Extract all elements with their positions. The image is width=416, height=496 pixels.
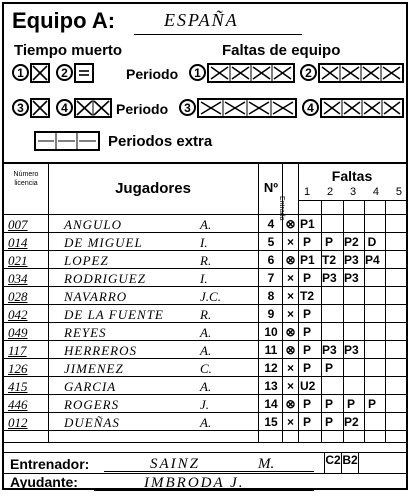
player-entry-mark: ×: [286, 271, 294, 285]
foul-number-row: [300, 186, 406, 198]
col-divider-players: [258, 162, 259, 442]
player-licence: 049: [8, 325, 28, 340]
player-foul-3: P2: [344, 415, 359, 429]
player-foul-1: T2: [300, 289, 315, 303]
player-number: 6: [267, 253, 275, 267]
player-entry-mark: ×: [286, 379, 294, 393]
timeout-box-1: [30, 63, 50, 83]
fouls-col-divider: [343, 200, 344, 442]
table-bottom-border: [4, 442, 406, 443]
player-surname: GARCIA: [64, 379, 117, 394]
player-surname: REYES: [64, 325, 107, 340]
player-licence: 415: [8, 379, 28, 394]
assistant-name: IMBRODA J.: [144, 475, 245, 491]
player-entry-mark: ×: [286, 235, 294, 249]
player-foul-4: D: [367, 235, 377, 249]
timeout-box-4: [74, 98, 112, 118]
player-number: 11: [264, 343, 278, 357]
player-initial: J.: [200, 397, 210, 412]
player-surname: ROGERS: [64, 397, 120, 412]
player-foul-1: P: [302, 415, 311, 429]
player-licence: 446: [8, 397, 28, 412]
header-licence: Número licencia: [13, 171, 39, 187]
header-entry: Entrada: [278, 196, 285, 221]
player-foul-3: P: [346, 397, 355, 411]
player-foul-2: T2: [322, 253, 337, 267]
player-foul-1: P: [302, 361, 311, 375]
player-initial: R.: [200, 307, 212, 322]
player-initial: J.C.: [200, 289, 221, 304]
player-licence: 034: [8, 271, 28, 286]
player-foul-1: P: [302, 271, 311, 285]
player-foul-4: P: [367, 397, 376, 411]
team-fouls-period-2-boxes: [318, 63, 404, 83]
player-surname: HERREROS: [64, 343, 137, 358]
team-name: ESPAÑA: [164, 10, 239, 30]
player-foul-1: P: [302, 235, 311, 249]
timeout-box-2: [74, 63, 94, 83]
player-foul-1: P: [302, 307, 311, 321]
team-fouls-period-2-marker: 2: [300, 64, 317, 81]
table-top-border: [4, 162, 406, 164]
foul-number-1: 1: [304, 186, 311, 198]
header-fouls: Faltas: [331, 168, 373, 184]
player-foul-3: P3: [344, 271, 359, 285]
player-foul-2: P3: [322, 343, 337, 357]
timeout-period-1-marker: 1: [12, 64, 29, 81]
player-surname: JIMENEZ: [64, 361, 124, 376]
player-initial: I.: [200, 235, 208, 250]
player-foul-3: P3: [344, 343, 359, 357]
col-divider-licence: [48, 162, 49, 442]
player-licence: 012: [8, 415, 28, 430]
foul-number-2: 2: [326, 186, 334, 198]
team-fouls-label: Faltas de equipo: [222, 42, 341, 59]
timeout-box-3: [30, 98, 50, 118]
player-foul-3: P2: [344, 235, 359, 249]
periodo-label-2: Periodo: [116, 101, 169, 117]
player-number: 7: [267, 271, 275, 285]
timeout-period-2-marker: 2: [56, 64, 73, 81]
coach-label: Entrenador:: [10, 456, 90, 472]
player-initial: R.: [200, 253, 212, 268]
team-fouls-period-3-marker: 3: [179, 99, 196, 116]
player-number: 10: [264, 325, 278, 339]
player-entry-mark: ×: [286, 361, 294, 375]
extra-periods-label: Periodos extra: [108, 133, 213, 150]
extra-period-boxes: [34, 131, 100, 151]
timeout-period-3-marker: 3: [12, 99, 29, 116]
coach-foul-2: B2: [341, 453, 358, 473]
assistant-underline: [94, 490, 314, 491]
player-initial: A.: [200, 379, 212, 394]
scoresheet-team-section: [2, 2, 408, 490]
header-bottom-border: [4, 214, 406, 215]
player-entry-mark: ×: [286, 289, 294, 303]
player-foul-2: P: [324, 415, 333, 429]
player-entry-mark: ×: [286, 415, 294, 429]
player-foul-2: P: [324, 235, 333, 249]
timeout-period-4-marker: 4: [56, 99, 73, 116]
team-fouls-period-3-boxes: [197, 98, 297, 118]
player-entry-mark: ⊗: [285, 217, 296, 231]
player-licence: 021: [8, 253, 28, 268]
player-initial: A.: [200, 415, 212, 430]
player-entry-mark: ⊗: [285, 343, 296, 357]
player-foul-2: P3: [322, 271, 337, 285]
foul-number-3: 3: [349, 186, 357, 198]
player-number: 13: [264, 379, 278, 393]
player-surname: RODRIGUEZ: [64, 271, 146, 286]
player-number: 4: [267, 217, 275, 231]
player-entry-mark: ⊗: [285, 325, 296, 339]
coach-foul-1: C2: [324, 453, 341, 473]
player-foul-1: U2: [300, 379, 316, 393]
team-label: Equipo A:: [12, 8, 116, 33]
coach-foul-3: [358, 453, 375, 473]
team-name-underline: [134, 34, 302, 35]
coach-underline: [104, 471, 314, 472]
fouls-col-divider: [385, 200, 386, 442]
player-entry-mark: ⊗: [285, 397, 296, 411]
team-fouls-period-1-marker: 1: [189, 64, 206, 81]
player-number: 8: [267, 289, 275, 303]
player-entry-mark: ×: [286, 307, 294, 321]
player-licence: 014: [8, 235, 28, 250]
coach-name: SAINZ: [150, 456, 201, 472]
player-licence: 117: [8, 343, 27, 358]
player-foul-1: P: [302, 343, 311, 357]
fouls-col-divider: [364, 200, 365, 442]
player-surname: DE MIGUEL: [64, 235, 143, 250]
team-fouls-period-4-marker: 4: [302, 99, 319, 116]
foul-number-4: 4: [372, 186, 380, 198]
player-number: 12: [264, 361, 278, 375]
player-surname: DE LA FUENTE: [64, 307, 164, 322]
fouls-header-divider: [298, 200, 406, 201]
player-initial: A.: [200, 325, 212, 340]
player-foul-3: P3: [344, 253, 359, 267]
team-fouls-period-1-boxes: [207, 63, 295, 83]
player-number: 9: [267, 307, 275, 321]
coach-initial: M.: [258, 456, 275, 472]
timeouts-label: Tiempo muerto: [14, 42, 123, 59]
player-number: 15: [264, 415, 278, 429]
player-foul-1: P: [302, 397, 311, 411]
player-number: 14: [264, 397, 278, 411]
player-licence: 126: [8, 361, 28, 376]
player-foul-1: P: [302, 325, 311, 339]
player-surname: ANGULO: [64, 217, 123, 232]
col-divider-entry: [298, 162, 299, 442]
player-foul-4: P4: [365, 253, 380, 267]
player-initial: A.: [200, 217, 212, 232]
player-entry-mark: ⊗: [285, 253, 296, 267]
player-licence: 007: [8, 217, 28, 232]
player-foul-2: P: [324, 397, 333, 411]
player-licence: 042: [8, 307, 28, 322]
periodo-label-1: Periodo: [126, 66, 179, 82]
player-surname: LOPEZ: [64, 253, 109, 268]
header-players: Jugadores: [115, 180, 191, 197]
assistant-label: Ayudante:: [10, 474, 78, 490]
player-number: 5: [267, 235, 275, 249]
player-foul-1: P1: [300, 253, 315, 267]
player-initial: I.: [200, 271, 208, 286]
header-number: Nº: [263, 180, 279, 195]
foul-number-5: 5: [395, 186, 402, 198]
player-initial: C.: [200, 361, 212, 376]
player-surname: DUEÑAS: [64, 415, 120, 430]
player-foul-2: P: [324, 361, 333, 375]
player-foul-1: P1: [300, 217, 315, 231]
player-initial: A.: [200, 343, 212, 358]
player-surname: NAVARRO: [64, 289, 128, 304]
coach-fouls: [324, 453, 406, 473]
team-fouls-period-4-boxes: [320, 98, 404, 118]
player-licence: 028: [8, 289, 28, 304]
fouls-col-divider: [321, 200, 322, 442]
